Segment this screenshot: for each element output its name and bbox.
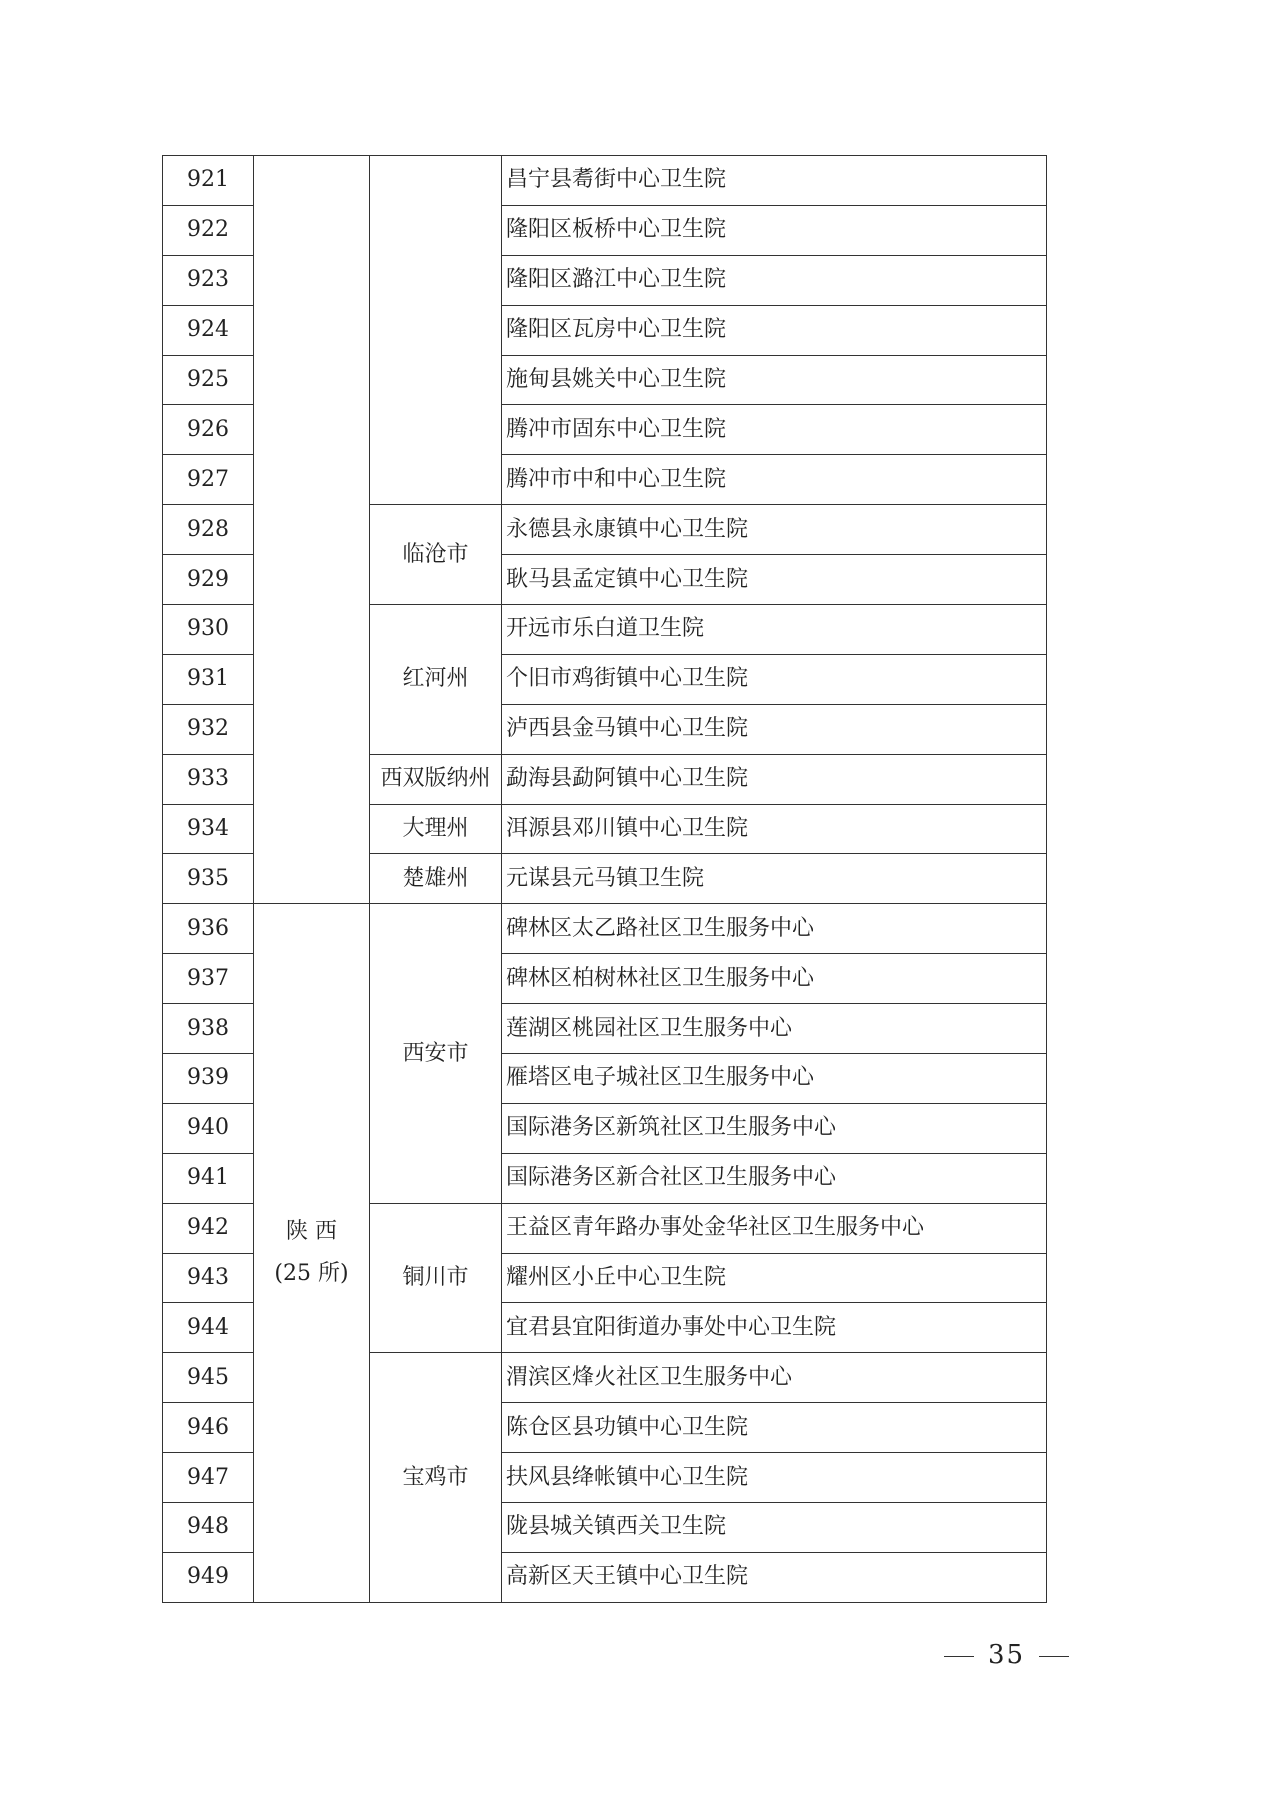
row-number: 949	[163, 1552, 254, 1602]
hospital-name: 洱源县邓川镇中心卫生院	[502, 804, 1047, 854]
row-number: 925	[163, 355, 254, 405]
row-number: 939	[163, 1054, 254, 1104]
hospital-name: 莲湖区桃园社区卫生服务中心	[502, 1004, 1047, 1054]
city-cell-xian: 西安市	[370, 904, 502, 1203]
row-number: 947	[163, 1453, 254, 1503]
row-number: 935	[163, 854, 254, 904]
row-number: 921	[163, 156, 254, 206]
province-cell-empty	[254, 156, 370, 904]
row-number: 942	[163, 1203, 254, 1253]
row-number: 932	[163, 704, 254, 754]
hospital-name: 泸西县金马镇中心卫生院	[502, 704, 1047, 754]
hospital-name: 碑林区太乙路社区卫生服务中心	[502, 904, 1047, 954]
city-cell-lincang: 临沧市	[370, 505, 502, 605]
city-cell-xishuangbanna: 西双版纳州	[370, 754, 502, 804]
table-row	[163, 156, 1047, 206]
row-number: 938	[163, 1004, 254, 1054]
hospital-name: 宜君县宜阳街道办事处中心卫生院	[502, 1303, 1047, 1353]
hospital-name: 扶风县绛帐镇中心卫生院	[502, 1453, 1047, 1503]
table-row	[163, 904, 1047, 954]
hospital-name: 耿马县孟定镇中心卫生院	[502, 555, 1047, 605]
row-number: 941	[163, 1153, 254, 1203]
hospital-name: 高新区天王镇中心卫生院	[502, 1552, 1047, 1602]
row-number: 937	[163, 954, 254, 1004]
hospital-name: 隆阳区潞江中心卫生院	[502, 255, 1047, 305]
province-count: (25 所)	[274, 1261, 349, 1287]
row-number: 924	[163, 305, 254, 355]
row-number: 944	[163, 1303, 254, 1353]
hospital-name: 碑林区柏树林社区卫生服务中心	[502, 954, 1047, 1004]
row-number: 929	[163, 555, 254, 605]
row-number: 923	[163, 255, 254, 305]
hospital-name: 永德县永康镇中心卫生院	[502, 505, 1047, 555]
row-number: 948	[163, 1503, 254, 1553]
hospital-name: 开远市乐白道卫生院	[502, 605, 1047, 655]
city-cell-honghe: 红河州	[370, 605, 502, 755]
city-cell-dali: 大理州	[370, 804, 502, 854]
hospital-name: 个旧市鸡街镇中心卫生院	[502, 654, 1047, 704]
city-cell-chuxiong: 楚雄州	[370, 854, 502, 904]
hospital-name: 王益区青年路办事处金华社区卫生服务中心	[502, 1203, 1047, 1253]
hospital-name: 腾冲市中和中心卫生院	[502, 455, 1047, 505]
hospital-name: 隆阳区板桥中心卫生院	[502, 205, 1047, 255]
row-number: 931	[163, 654, 254, 704]
hospital-name: 陇县城关镇西关卫生院	[502, 1503, 1047, 1553]
row-number: 930	[163, 605, 254, 655]
row-number: 927	[163, 455, 254, 505]
row-number: 936	[163, 904, 254, 954]
hospital-name: 昌宁县耈街中心卫生院	[502, 156, 1047, 206]
hospital-name: 施甸县姚关中心卫生院	[502, 355, 1047, 405]
page-number: 35	[988, 1640, 1026, 1670]
hospital-name: 隆阳区瓦房中心卫生院	[502, 305, 1047, 355]
row-number: 926	[163, 405, 254, 455]
hospital-name: 勐海县勐阿镇中心卫生院	[502, 754, 1047, 804]
hospital-name: 国际港务区新合社区卫生服务中心	[502, 1153, 1047, 1203]
row-number: 922	[163, 205, 254, 255]
row-number: 933	[163, 754, 254, 804]
city-cell-empty	[370, 156, 502, 505]
row-number: 934	[163, 804, 254, 854]
hospital-list-table	[162, 155, 1047, 1603]
dash-right	[1039, 1656, 1069, 1657]
row-number: 945	[163, 1353, 254, 1403]
hospital-name: 陈仓区县功镇中心卫生院	[502, 1403, 1047, 1453]
hospital-name: 雁塔区电子城社区卫生服务中心	[502, 1054, 1047, 1104]
row-number: 940	[163, 1103, 254, 1153]
city-cell-baoji: 宝鸡市	[370, 1353, 502, 1602]
city-cell-tongchuan: 铜川市	[370, 1203, 502, 1353]
row-number: 946	[163, 1403, 254, 1453]
hospital-name: 元谋县元马镇卫生院	[502, 854, 1047, 904]
page-number-footer	[930, 1640, 1083, 1670]
province-name: 陕 西	[286, 1219, 337, 1245]
dash-left	[944, 1656, 974, 1657]
hospital-name: 渭滨区烽火社区卫生服务中心	[502, 1353, 1047, 1403]
hospital-name: 国际港务区新筑社区卫生服务中心	[502, 1103, 1047, 1153]
province-cell-shaanxi	[254, 904, 370, 1602]
row-number: 928	[163, 505, 254, 555]
row-number: 943	[163, 1253, 254, 1303]
hospital-name: 耀州区小丘中心卫生院	[502, 1253, 1047, 1303]
hospital-name: 腾冲市固东中心卫生院	[502, 405, 1047, 455]
